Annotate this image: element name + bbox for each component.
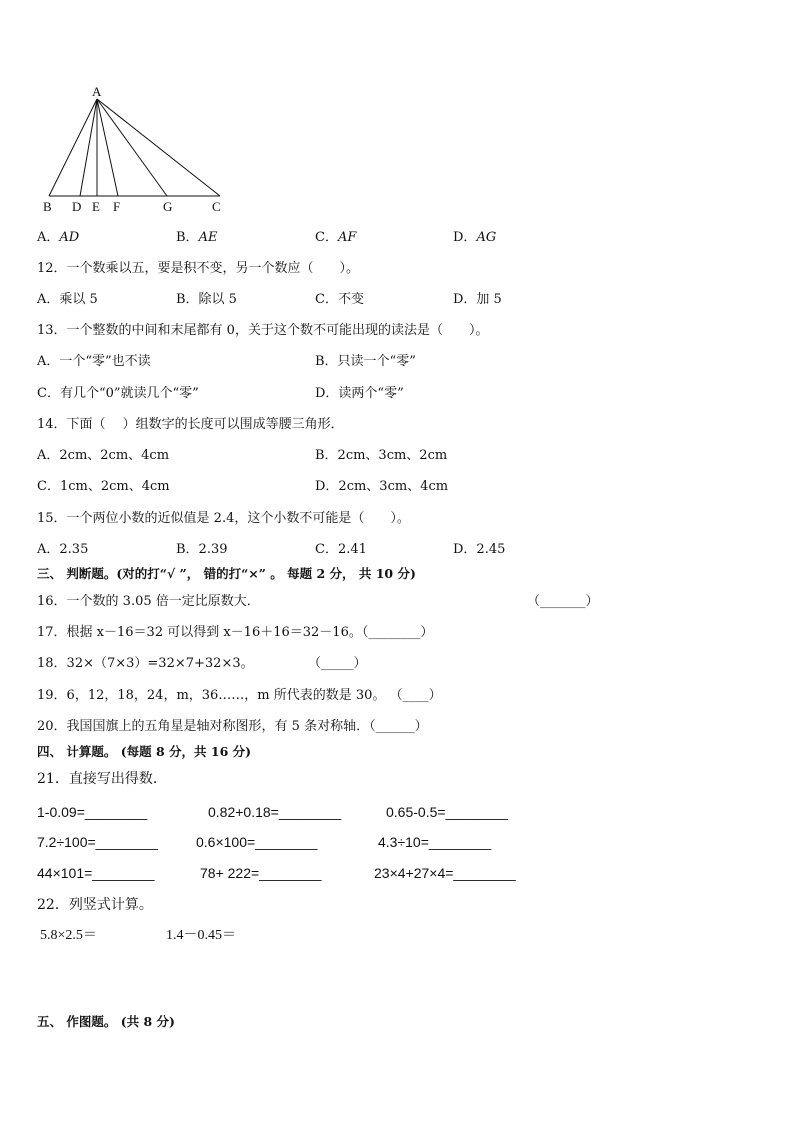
section-5-title: 五、 作图题。 (共 8 分) bbox=[37, 1014, 175, 1029]
q14-option-c: C．1cm、2cm、4cm bbox=[37, 479, 170, 494]
q15-option-d: D．2.45 bbox=[453, 542, 506, 557]
q20-stem: 20．我国国旗上的五角星是轴对称图形，有 5 条对称轴．（______） bbox=[37, 719, 428, 734]
q12-option-d: D．加 5 bbox=[453, 292, 502, 307]
q16-answer-blank[interactable]: （_______） bbox=[527, 594, 599, 609]
segment-AD bbox=[80, 99, 97, 196]
q13-option-a: A．一个“零”也不读 bbox=[37, 354, 151, 369]
q12-option-c: C．不变 bbox=[315, 292, 364, 307]
q11-option-d: D．AG bbox=[453, 230, 497, 245]
q15-option-c: C．2.41 bbox=[315, 542, 367, 557]
section-4-title: 四、 计算题。 (每题 8 分，共 16 分) bbox=[37, 744, 252, 759]
q12-stem: 12．一个数乘以五，要是积不变，另一个数应（ ）。 bbox=[37, 261, 360, 276]
q11-option-c: C．AF bbox=[315, 230, 357, 245]
q12-option-b: B．除以 5 bbox=[176, 292, 237, 307]
q13-option-b: B．只读一个“零” bbox=[315, 354, 416, 369]
point-label-D: D bbox=[72, 199, 82, 214]
point-label-E: E bbox=[92, 199, 100, 214]
segment-AB bbox=[49, 99, 97, 196]
q14-stem: 14．下面（ ）组数字的长度可以围成等腰三角形． bbox=[37, 417, 344, 432]
q13-option-c: C．有几个“0”就读几个“零” bbox=[37, 386, 199, 401]
q18-stem: 18．32×（7×3）=32×7+32×3。 bbox=[37, 656, 254, 671]
point-label-B: B bbox=[43, 199, 52, 214]
point-label-C: C bbox=[212, 199, 221, 214]
q22-item: 1.4－0.45＝ bbox=[166, 928, 236, 943]
point-label-G: G bbox=[163, 199, 173, 214]
q21-item: 0.82+0.18=________ bbox=[208, 804, 342, 820]
q21-item: 1-0.09=________ bbox=[37, 804, 148, 820]
q13-option-d: D．读两个“零” bbox=[315, 386, 404, 401]
q21-stem: 21．直接写出得数． bbox=[37, 771, 167, 787]
q15-stem: 15．一个两位小数的近似值是 2.4，这个小数不可能是（ ）。 bbox=[37, 511, 410, 526]
q13-stem: 13．一个整数的中间和末尾都有 0，关于这个数不可能出现的读法是（ ）。 bbox=[37, 323, 489, 338]
q16-stem: 16．一个数的 3.05 倍一定比原数大． bbox=[37, 594, 260, 609]
q14-option-b: B．2cm、3cm、2cm bbox=[315, 448, 448, 463]
q11-option-a: A．AD bbox=[37, 230, 80, 245]
q17-stem: 17．根据 x－16＝32 可以得到 x－16＋16＝32－16。（________） bbox=[37, 625, 434, 640]
q15-option-b: B．2.39 bbox=[176, 542, 228, 557]
q14-option-a: A．2cm、2cm、4cm bbox=[37, 448, 170, 463]
q11-option-b: B．AE bbox=[176, 230, 218, 245]
q18-answer-blank[interactable]: （_____） bbox=[308, 656, 367, 671]
q15-option-a: A．2.35 bbox=[37, 542, 89, 557]
point-label-A: A bbox=[92, 84, 102, 99]
q22-item: 5.8×2.5＝ bbox=[40, 928, 97, 943]
q21-item: 0.65-0.5=________ bbox=[386, 804, 508, 820]
segment-AC bbox=[97, 99, 220, 196]
q21-item: 44×101=________ bbox=[37, 865, 155, 881]
q14-option-d: D．2cm、3cm、4cm bbox=[315, 479, 449, 494]
q21-item: 78+ 222=________ bbox=[200, 865, 322, 881]
point-label-F: F bbox=[113, 199, 121, 214]
q21-item: 23×4+27×4=________ bbox=[374, 865, 516, 881]
section-3-title: 三、 判断题。(对的打“√ ”， 错的打“×” 。 每题 2 分， 共 10 分) bbox=[37, 566, 416, 581]
q22-stem: 22．列竖式计算。 bbox=[37, 897, 153, 913]
q21-item: 0.6×100=________ bbox=[196, 834, 318, 850]
triangle-figure bbox=[0, 0, 794, 220]
q21-item: 7.2÷100=________ bbox=[37, 834, 158, 850]
q21-item: 4.3÷10=________ bbox=[378, 834, 492, 850]
q19-stem: 19．6，12，18，24，m，36……，m 所代表的数是 30。 （____） bbox=[37, 688, 442, 703]
q12-option-a: A．乘以 5 bbox=[37, 292, 98, 307]
